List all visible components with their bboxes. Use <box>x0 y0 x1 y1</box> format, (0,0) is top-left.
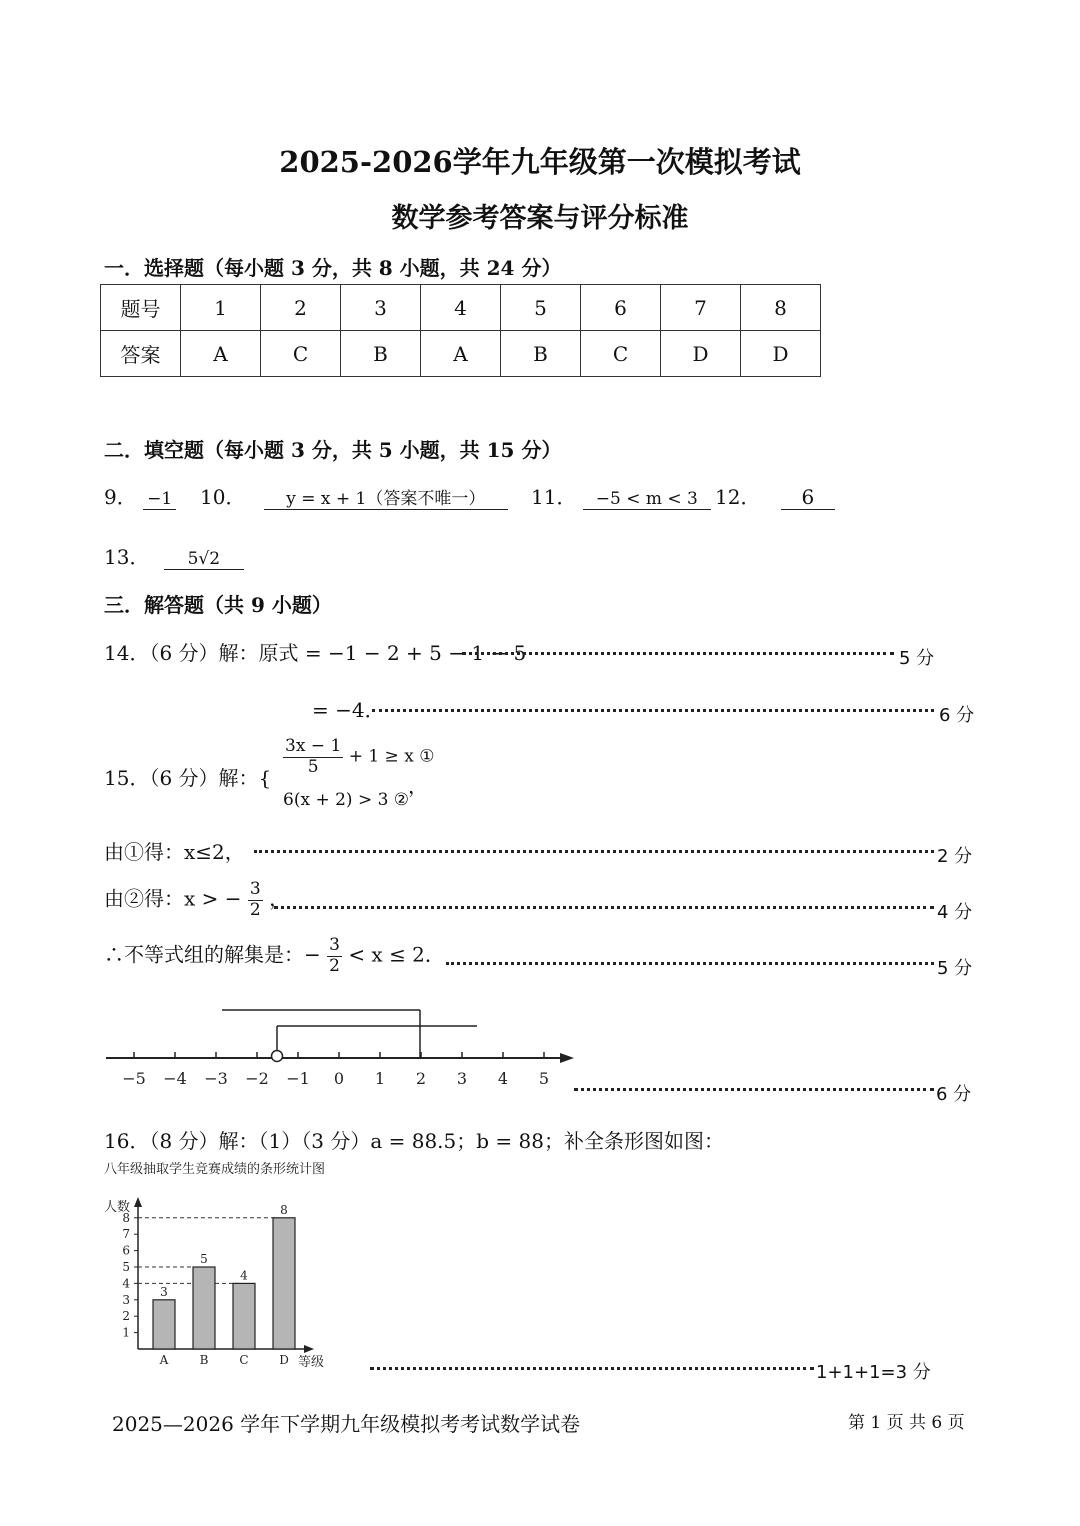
number-line-label: −3 <box>204 1069 228 1088</box>
y-tick-label: 6 <box>122 1243 130 1258</box>
bar <box>193 1267 215 1349</box>
y-tick-label: 1 <box>122 1325 130 1340</box>
category-label: B <box>199 1353 209 1367</box>
number-line-label: −2 <box>245 1069 269 1088</box>
q15-step3-frac <box>327 936 342 976</box>
open-circle-marker <box>272 1051 283 1062</box>
bar-value-label: 8 <box>280 1202 288 1217</box>
leader-dots <box>574 1088 934 1091</box>
bar <box>273 1218 295 1349</box>
number-line-label: −4 <box>163 1069 187 1088</box>
x-axis-arrow <box>304 1345 314 1353</box>
q15-step2 <box>104 880 289 920</box>
number-line-label: 0 <box>333 1069 345 1088</box>
chart-xlabel: 等级 <box>298 1355 325 1370</box>
bar-value-label: 3 <box>160 1284 168 1299</box>
q-answer: B <box>501 331 581 377</box>
number-line-label: 2 <box>415 1069 427 1088</box>
q13 <box>104 541 244 570</box>
frac-den: 2 <box>329 955 340 976</box>
q10 <box>200 481 508 510</box>
leader-dots <box>254 850 934 853</box>
q-number: 2 <box>261 285 341 331</box>
q13-label: 13． <box>104 545 150 569</box>
q16-label: 16．（8 分）解：（1）（3 分）a = 88.5；b = 88；补全条形图如图： <box>104 1129 724 1153</box>
y-tick-label: 7 <box>122 1227 130 1242</box>
q15-step3 <box>104 936 445 976</box>
chart-title: 八年级抽取学生竞赛成绩的条形统计图 <box>104 1162 326 1177</box>
chart-ylabel: 人数 <box>104 1200 131 1215</box>
category-label: C <box>239 1353 249 1367</box>
q14-line1: 14．（6 分）解：原式 = −1 − 2 + 5 − 1 − 5 <box>104 641 527 665</box>
q15-label: 15．（6 分）解：{ <box>104 766 272 790</box>
q15-tail: ， <box>408 774 428 798</box>
page-subtitle: 数学参考答案与评分标准 <box>391 203 689 234</box>
q-number: 6 <box>581 285 661 331</box>
q15-score2: 4 分 <box>937 902 973 923</box>
q-number: 7 <box>661 285 741 331</box>
category-label: A <box>159 1353 169 1367</box>
answer-table <box>100 284 821 377</box>
q-number: 5 <box>501 285 581 331</box>
q10-answer: y = x + 1（答案不唯一） <box>264 484 508 510</box>
q15-score1: 2 分 <box>937 846 973 867</box>
q11-label: 11． <box>531 485 577 509</box>
frac-den: 2 <box>249 899 261 920</box>
q15-frac <box>283 737 343 777</box>
row-header-q: 题号 <box>101 285 181 331</box>
q-number: 1 <box>181 285 261 331</box>
leader-dots <box>462 652 894 655</box>
q-answer: D <box>741 331 821 377</box>
section2-heading: 二．填空题（每小题 3 分，共 5 小题，共 15 分） <box>104 438 562 462</box>
bar-value-label: 5 <box>200 1252 208 1266</box>
number-line <box>100 1000 580 1095</box>
q15-step2-pre: 由②得：x > − <box>104 886 242 911</box>
q-answer: C <box>261 331 341 377</box>
q9 <box>104 481 176 510</box>
q10-label: 10． <box>200 485 246 509</box>
q15-score3: 5 分 <box>937 958 973 979</box>
q12-answer: 6 <box>781 485 835 510</box>
q15-step3-pre: ∴不等式组的解集是：− <box>104 942 321 967</box>
q13-answer: 5√2 <box>164 549 244 570</box>
q-answer: C <box>581 331 661 377</box>
q15-ineq1-rest: + 1 ≥ x ① <box>348 746 435 767</box>
number-line-label: 4 <box>497 1069 509 1088</box>
leader-dots <box>446 962 934 965</box>
q9-answer: −1 <box>143 489 176 510</box>
q12 <box>715 481 835 510</box>
y-tick-label: 8 <box>122 1210 130 1225</box>
q-number: 3 <box>341 285 421 331</box>
frac-num: 3 <box>249 879 261 899</box>
bar <box>233 1283 255 1349</box>
bar-value-label: 4 <box>240 1268 248 1283</box>
y-tick-label: 5 <box>122 1260 130 1274</box>
section3-heading: 三．解答题（共 9 小题） <box>104 593 332 617</box>
bar <box>153 1300 175 1349</box>
leader-dots <box>370 1367 814 1370</box>
q-answer: A <box>421 331 501 377</box>
leader-dots <box>274 906 934 909</box>
q15-score4: 6 分 <box>936 1084 972 1105</box>
q16-score: 1+1+1=3 分 <box>816 1362 931 1383</box>
footer-left: 2025—2026 学年下学期九年级模拟考考试数学试卷 <box>112 1412 581 1436</box>
footer-page-number: 第 1 页 共 6 页 <box>848 1413 965 1433</box>
leader-dots <box>372 709 934 712</box>
y-tick-label: 2 <box>122 1309 130 1324</box>
q14-score1: 5 分 <box>899 648 935 669</box>
q-answer: B <box>341 331 421 377</box>
frac-num: 3x − 1 <box>285 736 342 756</box>
row-header-a: 答案 <box>101 331 181 377</box>
q-number: 8 <box>741 285 821 331</box>
q-answer: A <box>181 331 261 377</box>
q15-step3-post: < x ≤ 2． <box>348 942 445 967</box>
q15-ineq2: 6(x + 2) > 3 ② <box>283 790 410 810</box>
q15-step2-frac <box>248 880 263 920</box>
frac-num: 3 <box>329 935 340 955</box>
q15-step2-post: ， <box>269 886 290 911</box>
q9-label: 9． <box>104 485 137 509</box>
q11-answer: −5 < m < 3 <box>583 489 711 510</box>
table-row-answers <box>101 331 821 377</box>
q14-score2: 6 分 <box>939 705 975 726</box>
q-number: 4 <box>421 285 501 331</box>
q14-line2: = −4． <box>312 698 385 722</box>
y-axis-arrow <box>134 1197 142 1207</box>
category-label: D <box>279 1353 289 1367</box>
q15-step1: 由①得：x≤2， <box>104 840 245 864</box>
page-title: 2025-2026学年九年级第一次模拟考试 <box>279 145 801 179</box>
number-line-label: 3 <box>456 1069 468 1088</box>
frac-den: 5 <box>307 756 319 777</box>
bar-chart <box>100 1155 360 1375</box>
section1-heading: 一．选择题（每小题 3 分，共 8 小题，共 24 分） <box>104 256 562 280</box>
number-line-label: −5 <box>122 1069 146 1088</box>
q-answer: D <box>661 331 741 377</box>
number-line-label: 5 <box>538 1069 550 1088</box>
q12-label: 12． <box>715 485 761 509</box>
axis-arrow <box>560 1053 574 1063</box>
y-tick-label: 4 <box>122 1276 130 1291</box>
y-tick-label: 3 <box>122 1292 130 1307</box>
number-line-label: −1 <box>286 1069 310 1088</box>
number-line-label: 1 <box>374 1069 386 1088</box>
table-row-numbers <box>101 285 821 331</box>
q11 <box>531 481 711 510</box>
